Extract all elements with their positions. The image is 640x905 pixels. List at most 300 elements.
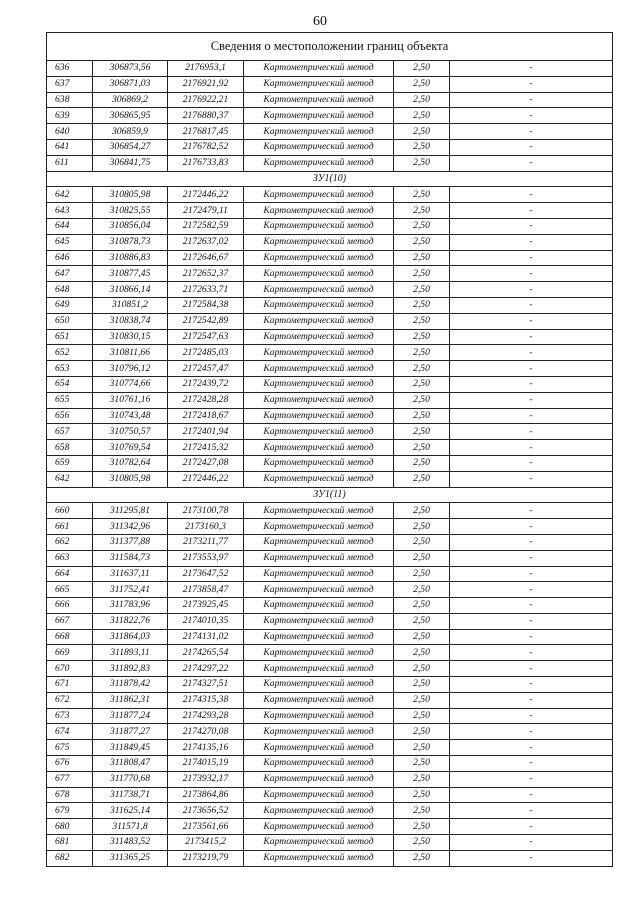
description-cell: - — [450, 376, 613, 392]
coord-y: 2174131,02 — [168, 629, 244, 645]
coord-x: 311365,25 — [93, 850, 168, 866]
coord-x: 310811,66 — [93, 345, 168, 361]
method-cell: Картометрический метод — [244, 677, 394, 693]
method-cell: Картометрический метод — [244, 819, 394, 835]
method-cell: Картометрический метод — [244, 361, 394, 377]
precision-cell: 2,50 — [394, 582, 450, 598]
description-cell: - — [450, 203, 613, 219]
table-row — [47, 218, 613, 234]
precision-cell: 2,50 — [394, 440, 450, 456]
coord-y: 2176880,37 — [168, 108, 244, 124]
coord-y: 2172637,02 — [168, 234, 244, 250]
method-cell: Картометрический метод — [244, 787, 394, 803]
coord-x: 310743,48 — [93, 408, 168, 424]
precision-cell: 2,50 — [394, 771, 450, 787]
precision-cell: 2,50 — [394, 266, 450, 282]
method-cell: Картометрический метод — [244, 440, 394, 456]
description-cell: - — [450, 819, 613, 835]
method-cell: Картометрический метод — [244, 108, 394, 124]
precision-cell: 2,50 — [394, 297, 450, 313]
precision-cell: 2,50 — [394, 455, 450, 471]
method-cell: Картометрический метод — [244, 424, 394, 440]
precision-cell: 2,50 — [394, 108, 450, 124]
coord-y: 2174015,19 — [168, 756, 244, 772]
description-cell: - — [450, 218, 613, 234]
method-cell: Картометрический метод — [244, 282, 394, 298]
table-row — [47, 598, 613, 614]
coord-x: 306871,03 — [93, 76, 168, 92]
point-number: 667 — [47, 613, 93, 629]
table-row — [47, 376, 613, 392]
table-row — [47, 629, 613, 645]
point-number: 662 — [47, 534, 93, 550]
point-number: 637 — [47, 76, 93, 92]
description-cell: - — [450, 76, 613, 92]
coord-y: 2176921,92 — [168, 76, 244, 92]
boundary-coordinates-table — [46, 32, 613, 867]
coord-x: 311770,68 — [93, 771, 168, 787]
point-number: 679 — [47, 803, 93, 819]
coord-y: 2172633,71 — [168, 282, 244, 298]
method-cell: Картометрический метод — [244, 613, 394, 629]
table-row — [47, 329, 613, 345]
coord-y: 2172428,28 — [168, 392, 244, 408]
description-cell: - — [450, 803, 613, 819]
method-cell: Картометрический метод — [244, 550, 394, 566]
description-cell: - — [450, 124, 613, 140]
method-cell: Картометрический метод — [244, 503, 394, 519]
coord-y: 2173932,17 — [168, 771, 244, 787]
point-number: 666 — [47, 598, 93, 614]
method-cell: Картометрический метод — [244, 519, 394, 535]
coord-x: 310782,64 — [93, 455, 168, 471]
description-cell: - — [450, 61, 613, 77]
precision-cell: 2,50 — [394, 139, 450, 155]
section-header-row — [47, 171, 613, 187]
description-cell: - — [450, 503, 613, 519]
coord-x: 310825,55 — [93, 203, 168, 219]
precision-cell: 2,50 — [394, 471, 450, 487]
coord-x: 311625,14 — [93, 803, 168, 819]
table-row — [47, 534, 613, 550]
table-row — [47, 266, 613, 282]
description-cell: - — [450, 598, 613, 614]
description-cell: - — [450, 771, 613, 787]
description-cell: - — [450, 677, 613, 693]
table-row — [47, 139, 613, 155]
description-cell: - — [450, 424, 613, 440]
precision-cell: 2,50 — [394, 503, 450, 519]
precision-cell: 2,50 — [394, 218, 450, 234]
coord-y: 2172652,37 — [168, 266, 244, 282]
coord-y: 2173561,66 — [168, 819, 244, 835]
coord-y: 2176782,52 — [168, 139, 244, 155]
method-cell: Картометрический метод — [244, 771, 394, 787]
coord-y: 2174315,38 — [168, 692, 244, 708]
coord-x: 311783,96 — [93, 598, 168, 614]
method-cell: Картометрический метод — [244, 598, 394, 614]
coord-x: 311849,45 — [93, 740, 168, 756]
table-row — [47, 408, 613, 424]
precision-cell: 2,50 — [394, 124, 450, 140]
description-cell: - — [450, 613, 613, 629]
coord-y: 2172439,72 — [168, 376, 244, 392]
table-row — [47, 61, 613, 77]
method-cell: Картометрический метод — [244, 234, 394, 250]
coord-x: 311752,41 — [93, 582, 168, 598]
description-cell: - — [450, 566, 613, 582]
point-number: 651 — [47, 329, 93, 345]
precision-cell: 2,50 — [394, 282, 450, 298]
precision-cell: 2,50 — [394, 677, 450, 693]
point-number: 646 — [47, 250, 93, 266]
point-number: 611 — [47, 155, 93, 171]
description-cell: - — [450, 329, 613, 345]
section-header-row — [47, 487, 613, 503]
page-number: 60 — [313, 14, 327, 29]
coord-y: 2173858,47 — [168, 582, 244, 598]
coord-y: 2172401,94 — [168, 424, 244, 440]
table-row — [47, 819, 613, 835]
point-number: 663 — [47, 550, 93, 566]
method-cell: Картометрический метод — [244, 297, 394, 313]
precision-cell: 2,50 — [394, 645, 450, 661]
coord-y: 2172457,47 — [168, 361, 244, 377]
coord-x: 310856,04 — [93, 218, 168, 234]
method-cell: Картометрический метод — [244, 313, 394, 329]
description-cell: - — [450, 692, 613, 708]
precision-cell: 2,50 — [394, 424, 450, 440]
point-number: 671 — [47, 677, 93, 693]
point-number: 659 — [47, 455, 93, 471]
coord-y: 2173160,3 — [168, 519, 244, 535]
point-number: 643 — [47, 203, 93, 219]
point-number: 661 — [47, 519, 93, 535]
section-label: ЗУ1(10) — [47, 171, 613, 187]
table-row — [47, 297, 613, 313]
table-row — [47, 455, 613, 471]
description-cell: - — [450, 534, 613, 550]
point-number: 644 — [47, 218, 93, 234]
point-number: 672 — [47, 692, 93, 708]
method-cell: Картометрический метод — [244, 756, 394, 772]
description-cell: - — [450, 108, 613, 124]
method-cell: Картометрический метод — [244, 850, 394, 866]
table-row — [47, 519, 613, 535]
coord-y: 2173100,78 — [168, 503, 244, 519]
coord-x: 311637,11 — [93, 566, 168, 582]
coord-x: 310750,57 — [93, 424, 168, 440]
table-row — [47, 424, 613, 440]
description-cell: - — [450, 408, 613, 424]
table-row — [47, 503, 613, 519]
coord-y: 2176733,83 — [168, 155, 244, 171]
method-cell: Картометрический метод — [244, 376, 394, 392]
coord-x: 310838,74 — [93, 313, 168, 329]
coord-y: 2174327,51 — [168, 677, 244, 693]
coord-x: 311864,03 — [93, 629, 168, 645]
precision-cell: 2,50 — [394, 724, 450, 740]
precision-cell: 2,50 — [394, 629, 450, 645]
point-number: 639 — [47, 108, 93, 124]
coord-x: 311377,88 — [93, 534, 168, 550]
method-cell: Картометрический метод — [244, 740, 394, 756]
method-cell: Картометрический метод — [244, 187, 394, 203]
coord-y: 2176953,1 — [168, 61, 244, 77]
description-cell: - — [450, 266, 613, 282]
method-cell: Картометрический метод — [244, 155, 394, 171]
method-cell: Картометрический метод — [244, 661, 394, 677]
coord-y: 2172584,38 — [168, 297, 244, 313]
description-cell: - — [450, 234, 613, 250]
point-number: 675 — [47, 740, 93, 756]
table-row — [47, 203, 613, 219]
coord-x: 310886,83 — [93, 250, 168, 266]
method-cell: Картометрический метод — [244, 645, 394, 661]
description-cell: - — [450, 756, 613, 772]
coord-y: 2173647,52 — [168, 566, 244, 582]
table-row — [47, 124, 613, 140]
coord-y: 2172415,32 — [168, 440, 244, 456]
section-label: ЗУ1(11) — [47, 487, 613, 503]
description-cell: - — [450, 835, 613, 851]
table-row — [47, 108, 613, 124]
table-row — [47, 550, 613, 566]
coord-y: 2176817,45 — [168, 124, 244, 140]
point-number: 660 — [47, 503, 93, 519]
method-cell: Картометрический метод — [244, 566, 394, 582]
point-number: 680 — [47, 819, 93, 835]
description-cell: - — [450, 297, 613, 313]
precision-cell: 2,50 — [394, 155, 450, 171]
method-cell: Картометрический метод — [244, 92, 394, 108]
table-row — [47, 787, 613, 803]
coord-y: 2172479,11 — [168, 203, 244, 219]
coord-y: 2173656,52 — [168, 803, 244, 819]
coord-x: 311584,73 — [93, 550, 168, 566]
coord-x: 310866,14 — [93, 282, 168, 298]
method-cell: Картометрический метод — [244, 345, 394, 361]
point-number: 658 — [47, 440, 93, 456]
point-number: 682 — [47, 850, 93, 866]
description-cell: - — [450, 282, 613, 298]
table-row — [47, 645, 613, 661]
table-row — [47, 313, 613, 329]
coord-x: 311878,42 — [93, 677, 168, 693]
point-number: 649 — [47, 297, 93, 313]
coord-y: 2173553,97 — [168, 550, 244, 566]
method-cell: Картометрический метод — [244, 329, 394, 345]
method-cell: Картометрический метод — [244, 803, 394, 819]
description-cell: - — [450, 250, 613, 266]
description-cell: - — [450, 550, 613, 566]
point-number: 650 — [47, 313, 93, 329]
point-number: 664 — [47, 566, 93, 582]
point-number: 647 — [47, 266, 93, 282]
point-number: 677 — [47, 771, 93, 787]
coord-y: 2172418,67 — [168, 408, 244, 424]
description-cell: - — [450, 455, 613, 471]
coord-x: 311571,8 — [93, 819, 168, 835]
method-cell: Картометрический метод — [244, 534, 394, 550]
table-row — [47, 155, 613, 171]
table-row — [47, 708, 613, 724]
coord-y: 2172485,03 — [168, 345, 244, 361]
table-row — [47, 850, 613, 866]
coord-x: 311738,71 — [93, 787, 168, 803]
precision-cell: 2,50 — [394, 566, 450, 582]
point-number: 638 — [47, 92, 93, 108]
precision-cell: 2,50 — [394, 313, 450, 329]
point-number: 642 — [47, 187, 93, 203]
precision-cell: 2,50 — [394, 550, 450, 566]
table-row — [47, 835, 613, 851]
description-cell: - — [450, 92, 613, 108]
description-cell: - — [450, 361, 613, 377]
method-cell: Картометрический метод — [244, 455, 394, 471]
coord-x: 306869,2 — [93, 92, 168, 108]
coord-y: 2172427,08 — [168, 455, 244, 471]
table-row — [47, 234, 613, 250]
boundary-coordinates-sheet — [46, 32, 612, 867]
precision-cell: 2,50 — [394, 850, 450, 866]
coord-x: 311862,31 — [93, 692, 168, 708]
precision-cell: 2,50 — [394, 534, 450, 550]
method-cell: Картометрический метод — [244, 266, 394, 282]
coord-x: 310878,73 — [93, 234, 168, 250]
table-row — [47, 471, 613, 487]
description-cell: - — [450, 740, 613, 756]
precision-cell: 2,50 — [394, 708, 450, 724]
table-row — [47, 361, 613, 377]
point-number: 676 — [47, 756, 93, 772]
coord-y: 2173864,86 — [168, 787, 244, 803]
method-cell: Картометрический метод — [244, 471, 394, 487]
table-row — [47, 740, 613, 756]
description-cell: - — [450, 313, 613, 329]
point-number: 673 — [47, 708, 93, 724]
coord-x: 306841,75 — [93, 155, 168, 171]
coord-y: 2173219,79 — [168, 850, 244, 866]
table-row — [47, 724, 613, 740]
point-number: 670 — [47, 661, 93, 677]
precision-cell: 2,50 — [394, 835, 450, 851]
point-number: 665 — [47, 582, 93, 598]
table-row — [47, 282, 613, 298]
coord-y: 2176922,21 — [168, 92, 244, 108]
point-number: 657 — [47, 424, 93, 440]
precision-cell: 2,50 — [394, 803, 450, 819]
precision-cell: 2,50 — [394, 613, 450, 629]
description-cell: - — [450, 787, 613, 803]
table-row — [47, 756, 613, 772]
precision-cell: 2,50 — [394, 787, 450, 803]
coord-x: 311342,96 — [93, 519, 168, 535]
point-number: 668 — [47, 629, 93, 645]
coord-x: 311877,24 — [93, 708, 168, 724]
method-cell: Картометрический метод — [244, 724, 394, 740]
description-cell: - — [450, 724, 613, 740]
point-number: 645 — [47, 234, 93, 250]
method-cell: Картометрический метод — [244, 392, 394, 408]
precision-cell: 2,50 — [394, 598, 450, 614]
precision-cell: 2,50 — [394, 756, 450, 772]
precision-cell: 2,50 — [394, 203, 450, 219]
precision-cell: 2,50 — [394, 250, 450, 266]
coord-y: 2174297,22 — [168, 661, 244, 677]
coord-x: 306859,9 — [93, 124, 168, 140]
method-cell: Картометрический метод — [244, 835, 394, 851]
table-row — [47, 392, 613, 408]
description-cell: - — [450, 645, 613, 661]
point-number: 669 — [47, 645, 93, 661]
description-cell: - — [450, 187, 613, 203]
point-number: 681 — [47, 835, 93, 851]
precision-cell: 2,50 — [394, 92, 450, 108]
coord-x: 310774,66 — [93, 376, 168, 392]
precision-cell: 2,50 — [394, 408, 450, 424]
coord-x: 311822,76 — [93, 613, 168, 629]
table-row — [47, 692, 613, 708]
coord-y: 2172547,63 — [168, 329, 244, 345]
coord-x: 311483,52 — [93, 835, 168, 851]
table-row — [47, 771, 613, 787]
description-cell: - — [450, 440, 613, 456]
table-row — [47, 613, 613, 629]
precision-cell: 2,50 — [394, 329, 450, 345]
method-cell: Картометрический метод — [244, 76, 394, 92]
method-cell: Картометрический метод — [244, 203, 394, 219]
table-row — [47, 250, 613, 266]
precision-cell: 2,50 — [394, 61, 450, 77]
coord-y: 2174135,16 — [168, 740, 244, 756]
point-number: 636 — [47, 61, 93, 77]
table-title-row — [47, 33, 613, 61]
table-row — [47, 566, 613, 582]
coord-y: 2174270,08 — [168, 724, 244, 740]
coord-x: 306865,95 — [93, 108, 168, 124]
precision-cell: 2,50 — [394, 740, 450, 756]
precision-cell: 2,50 — [394, 692, 450, 708]
coord-x: 311295,81 — [93, 503, 168, 519]
coord-y: 2172446,22 — [168, 187, 244, 203]
table-title: Сведения о местоположении границ объекта — [47, 33, 613, 61]
coord-x: 311893,11 — [93, 645, 168, 661]
method-cell: Картометрический метод — [244, 139, 394, 155]
precision-cell: 2,50 — [394, 187, 450, 203]
precision-cell: 2,50 — [394, 345, 450, 361]
description-cell: - — [450, 139, 613, 155]
description-cell: - — [450, 471, 613, 487]
method-cell: Картометрический метод — [244, 708, 394, 724]
method-cell: Картометрический метод — [244, 124, 394, 140]
coord-y: 2172646,67 — [168, 250, 244, 266]
method-cell: Картометрический метод — [244, 629, 394, 645]
coord-x: 311892,83 — [93, 661, 168, 677]
coord-x: 310769,54 — [93, 440, 168, 456]
point-number: 648 — [47, 282, 93, 298]
table-row — [47, 803, 613, 819]
method-cell: Картометрический метод — [244, 61, 394, 77]
precision-cell: 2,50 — [394, 376, 450, 392]
coord-x: 310805,98 — [93, 471, 168, 487]
table-row — [47, 76, 613, 92]
point-number: 653 — [47, 361, 93, 377]
method-cell: Картометрический метод — [244, 692, 394, 708]
table-row — [47, 187, 613, 203]
description-cell: - — [450, 582, 613, 598]
description-cell: - — [450, 155, 613, 171]
